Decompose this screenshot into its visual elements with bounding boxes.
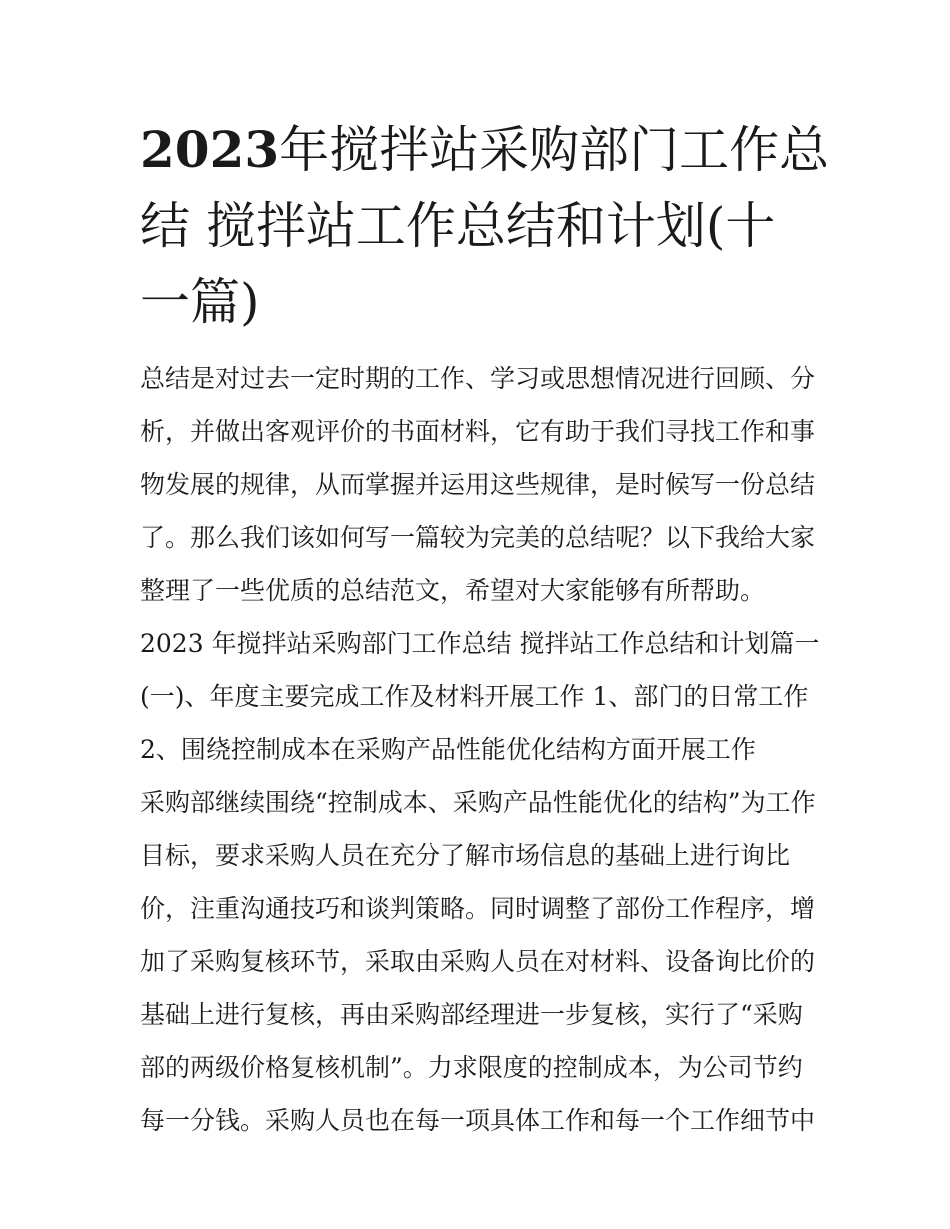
body-line: 2、围绕控制成本在采购产品性能优化结构方面开展工作 — [140, 735, 756, 764]
title-year: 2023 — [140, 120, 280, 179]
body-line: 价，注重沟通技巧和谈判策略。同时调整了部份工作程序，增 — [140, 894, 816, 923]
body-line: 采购部继续围绕“控制成本、采购产品性能优化的结构”为工作 — [140, 788, 816, 817]
title-line-1 — [140, 112, 830, 188]
body-line: 基础上进行复核，再由采购部经理进一步复核，实行了“采购 — [140, 1000, 803, 1029]
document-body — [140, 352, 830, 1147]
title-line-3: 一篇) — [140, 273, 260, 331]
title-line-1-text: 年搅拌站采购部门工作总 — [279, 121, 830, 179]
body-line: (一)、年度主要完成工作及材料开展工作 1、部门的日常工作 — [140, 682, 809, 711]
body-line: 总结是对过去一定时期的工作、学习或思想情况进行回顾、分 — [140, 364, 816, 393]
document-title — [140, 112, 830, 340]
body-line: 目标，要求采购人员在充分了解市场信息的基础上进行询比 — [140, 841, 791, 870]
body-line: 析，并做出客观评价的书面材料，它有助于我们寻找工作和事 — [140, 417, 816, 446]
body-line: 物发展的规律，从而掌握并运用这些规律，是时候写一份总结 — [140, 470, 816, 499]
section-heading: 2023 年搅拌站采购部门工作总结 搅拌站工作总结和计划篇一 — [140, 629, 820, 658]
title-line-2: 结 搅拌站工作总结和计划(十 — [140, 197, 776, 255]
body-line: 了。那么我们该如何写一篇较为完美的总结呢？以下我给大家 — [140, 523, 816, 552]
body-line: 每一分钱。采购人员也在每一项具体工作和每一个工作细节中 — [140, 1106, 816, 1135]
body-line: 整理了一些优质的总结范文，希望对大家能够有所帮助。 — [140, 576, 766, 605]
body-line: 部的两级价格复核机制”。力求限度的控制成本，为公司节约 — [140, 1053, 803, 1082]
body-line: 加了采购复核环节，采取由采购人员在对材料、设备询比价的 — [140, 947, 816, 976]
